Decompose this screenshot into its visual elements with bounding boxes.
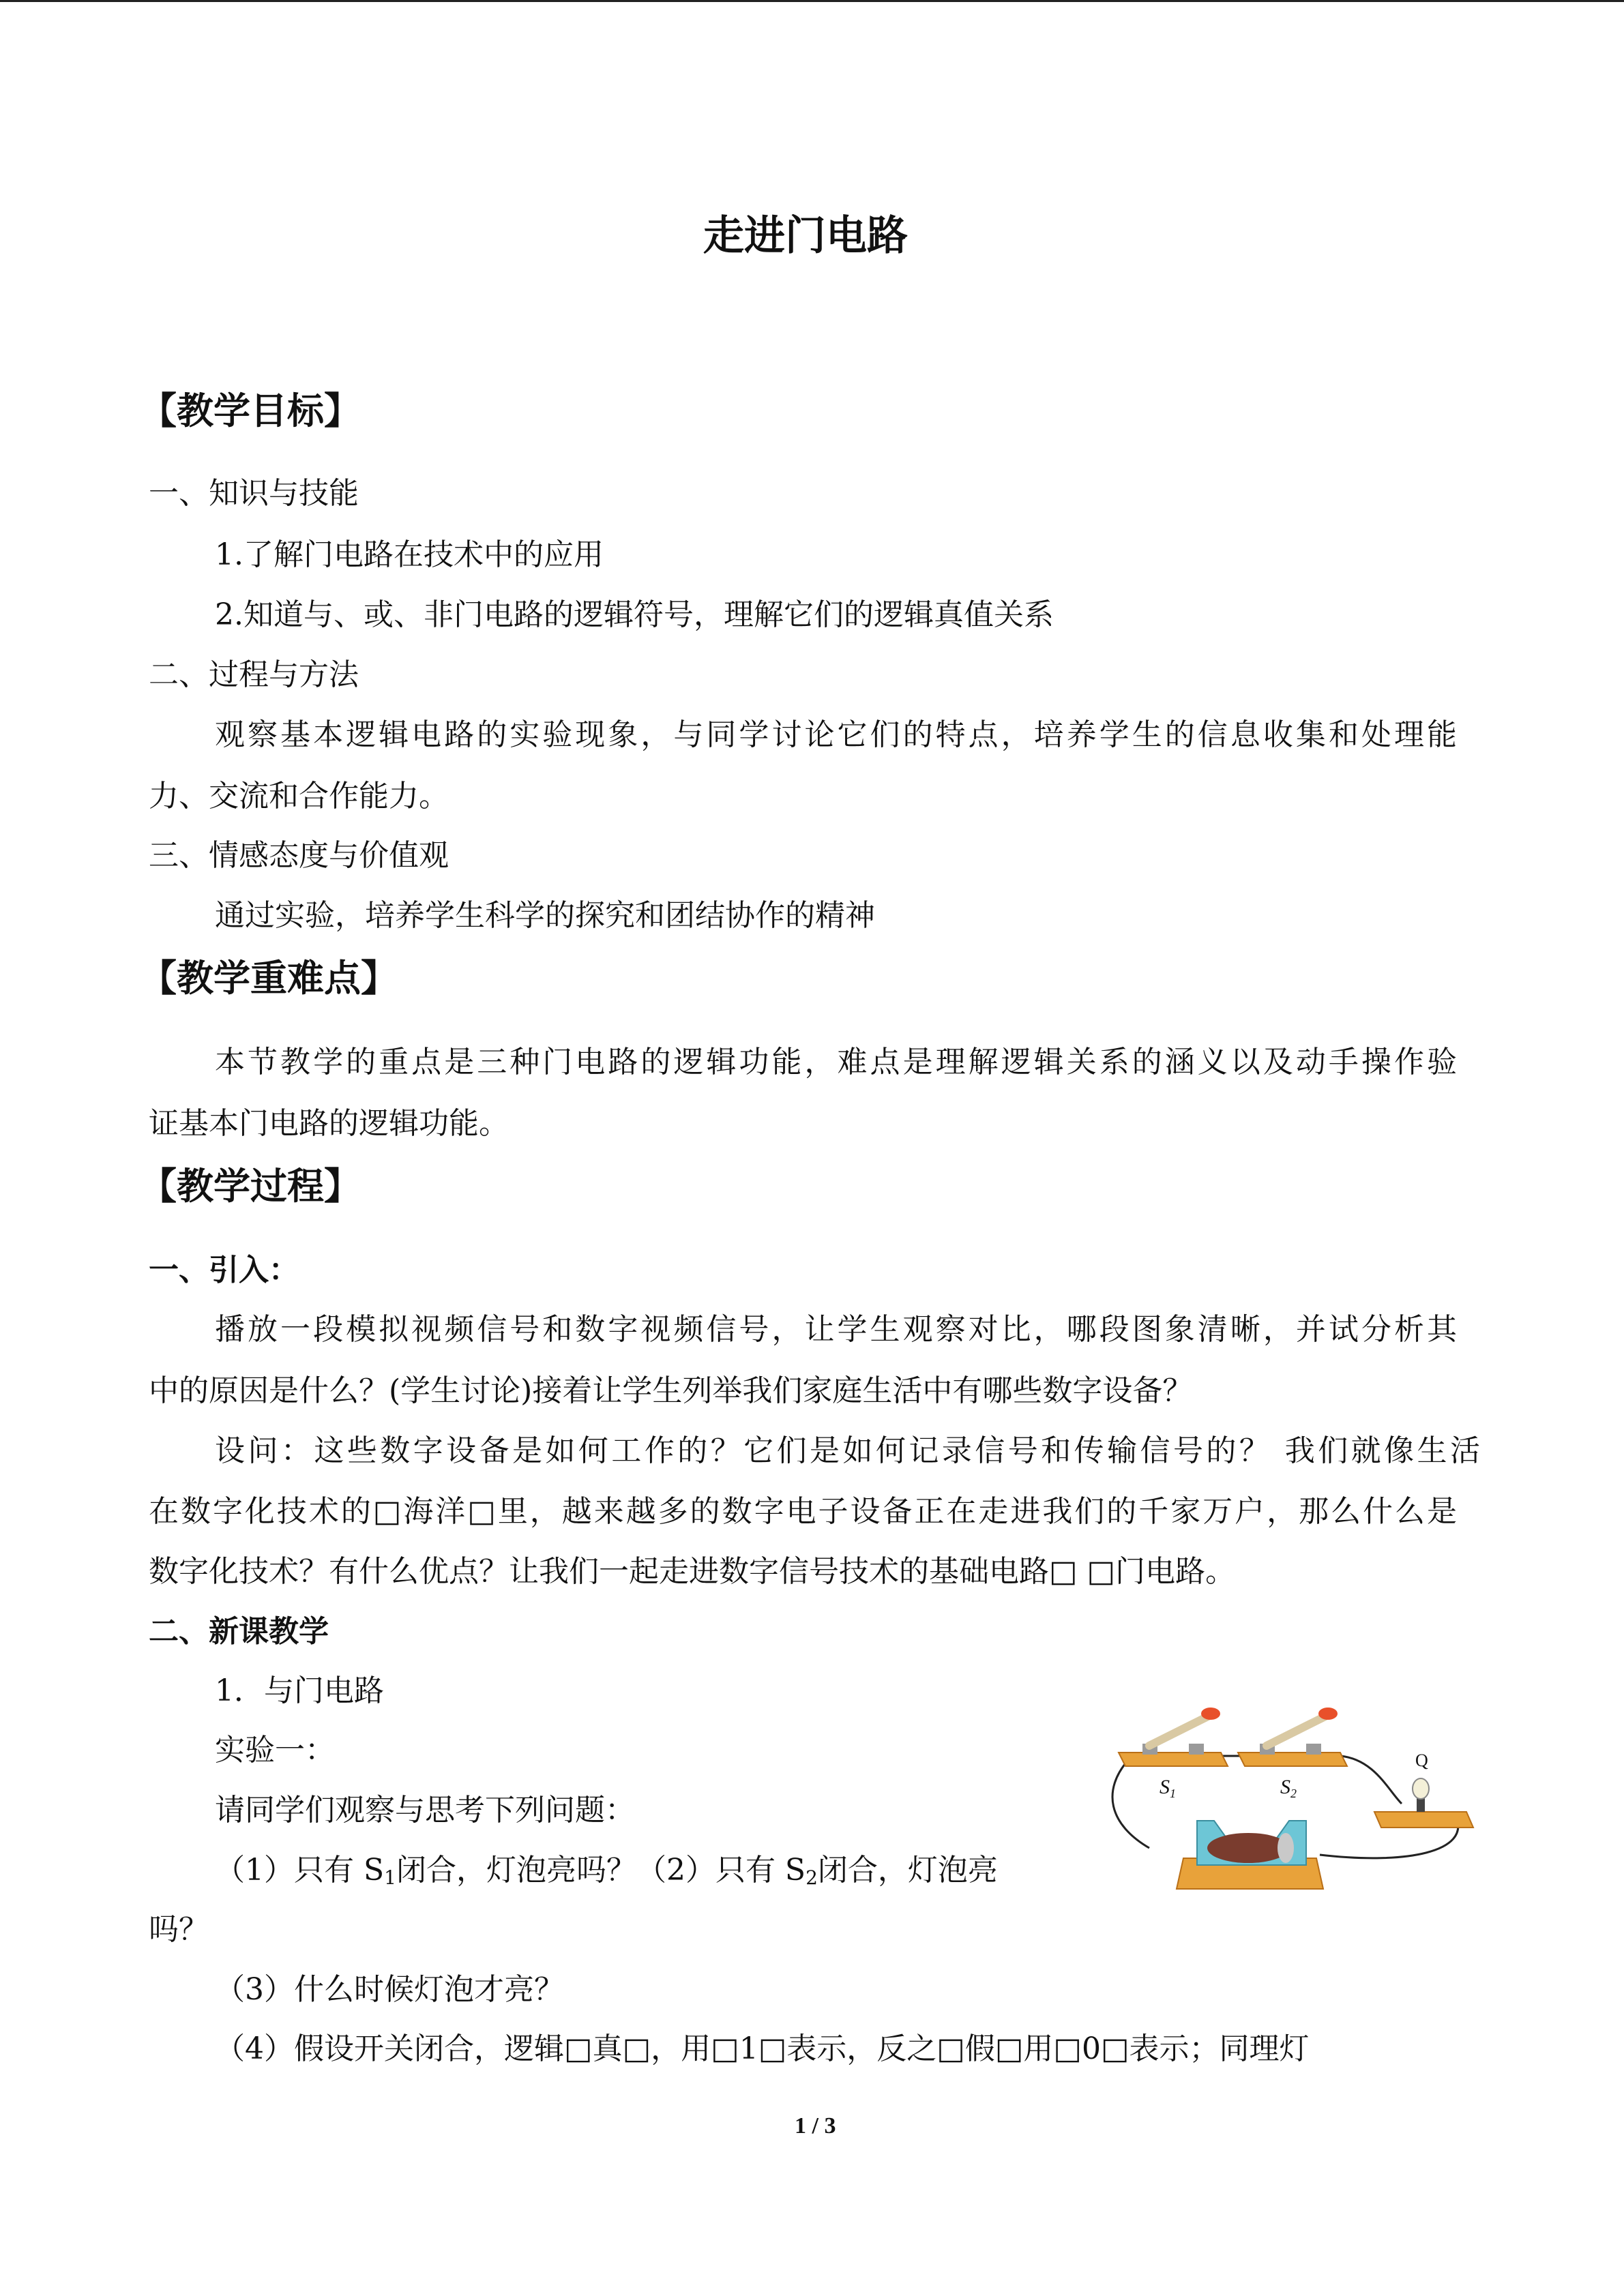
switch-s1-icon (1119, 1708, 1228, 1766)
label-s2 (1280, 1776, 1297, 1800)
observe-instruction: 请同学们观察与思考下列问题： (215, 1793, 635, 1828)
top-border-line (0, 0, 1624, 2)
question-1-subscript-1: 1 (384, 1866, 396, 1889)
lamp-q-icon (1374, 1778, 1473, 1828)
and-gate-subheading: 1．与门电路 (215, 1673, 384, 1708)
question-2-subscript-2: 2 (806, 1866, 818, 1889)
label-q: Q (1415, 1750, 1428, 1770)
label-s2-subscript: 2 (1290, 1787, 1297, 1800)
switch-s2-icon (1238, 1708, 1347, 1766)
intro-paragraph-2-line-3: 数字化技术？有什么优点？让我们一起走进数字信号技术的基础电路□ □门电路。 (149, 1554, 1236, 1589)
question-4: （4）假设开关闭合，逻辑□真□，用□1□表示，反之□假□用□0□表示；同理灯 (215, 2031, 1310, 2066)
circuit-wire (1340, 1756, 1402, 1804)
label-s2-letter: S (1280, 1776, 1290, 1798)
question-2-text-c: 闭合，灯泡亮 (817, 1853, 998, 1888)
intro-paragraph-1-line-2: 中的原因是什么？(学生讨论)接着让学生列举我们家庭生活中有哪些数字设备？ (149, 1373, 1193, 1408)
experiment-1-label: 实验一： (215, 1733, 335, 1768)
intro-paragraph-2-line-1: 设问：这些数字设备是如何工作的？它们是如何记录信号和传输信号的？ 我们就像生活 (215, 1433, 1480, 1468)
key-points-line-2: 证基本门电路的逻辑功能。 (149, 1106, 509, 1141)
label-s1-letter: S (1160, 1776, 1170, 1798)
question-1-2 (215, 1850, 998, 1891)
label-s1 (1160, 1776, 1176, 1800)
procedure-heading: 【教学过程】 (140, 1165, 361, 1208)
key-points-line-1: 本节教学的重点是三种门电路的逻辑功能，难点是理解逻辑关系的涵义以及动手操作验 (215, 1045, 1457, 1079)
page-title: 走进门电路 (703, 212, 908, 260)
key-points-heading: 【教学重难点】 (140, 957, 398, 1000)
knowledge-item-1: 1.了解门电路在技术中的应用 (215, 537, 604, 572)
question-1-text-a: （1）只有 S (215, 1853, 385, 1888)
and-gate-circuit-figure (1102, 1701, 1483, 1906)
question-2-continuation: 吗？ (149, 1912, 209, 1947)
process-line-2: 力、交流和合作能力。 (149, 779, 449, 814)
process-heading: 二、过程与方法 (149, 657, 359, 692)
attitude-heading: 三、情感态度与价值观 (149, 838, 449, 873)
objectives-heading: 【教学目标】 (140, 389, 361, 432)
label-s1-subscript: 1 (1170, 1787, 1176, 1800)
page-number: 1 / 3 (795, 2113, 836, 2138)
intro-heading: 一、引入： (149, 1253, 299, 1287)
knowledge-item-2: 2.知道与、或、非门电路的逻辑符号，理解它们的逻辑真值关系 (215, 597, 1054, 632)
attitude-line-1: 通过实验，培养学生科学的探究和团结协作的精神 (215, 898, 875, 933)
knowledge-heading: 一、知识与技能 (149, 476, 359, 511)
question-3: （3）什么时候灯泡才亮？ (215, 1972, 564, 2007)
question-1-text-b: 闭合，灯泡亮吗？（2）只有 S (396, 1853, 806, 1888)
new-lesson-heading: 二、新课教学 (149, 1614, 329, 1649)
process-line-1: 观察基本逻辑电路的实验现象，与同学讨论它们的特点，培养学生的信息收集和处理能 (215, 717, 1457, 752)
circuit-wire (1112, 1759, 1149, 1848)
battery-icon (1177, 1821, 1323, 1889)
intro-paragraph-1-line-1: 播放一段模拟视频信号和数字视频信号，让学生观察对比，哪段图象清晰，并试分析其 (215, 1312, 1457, 1347)
intro-paragraph-2-line-2: 在数字化技术的□海洋□里，越来越多的数字电子设备正在走进我们的千家万户，那么什么是 (149, 1494, 1457, 1529)
